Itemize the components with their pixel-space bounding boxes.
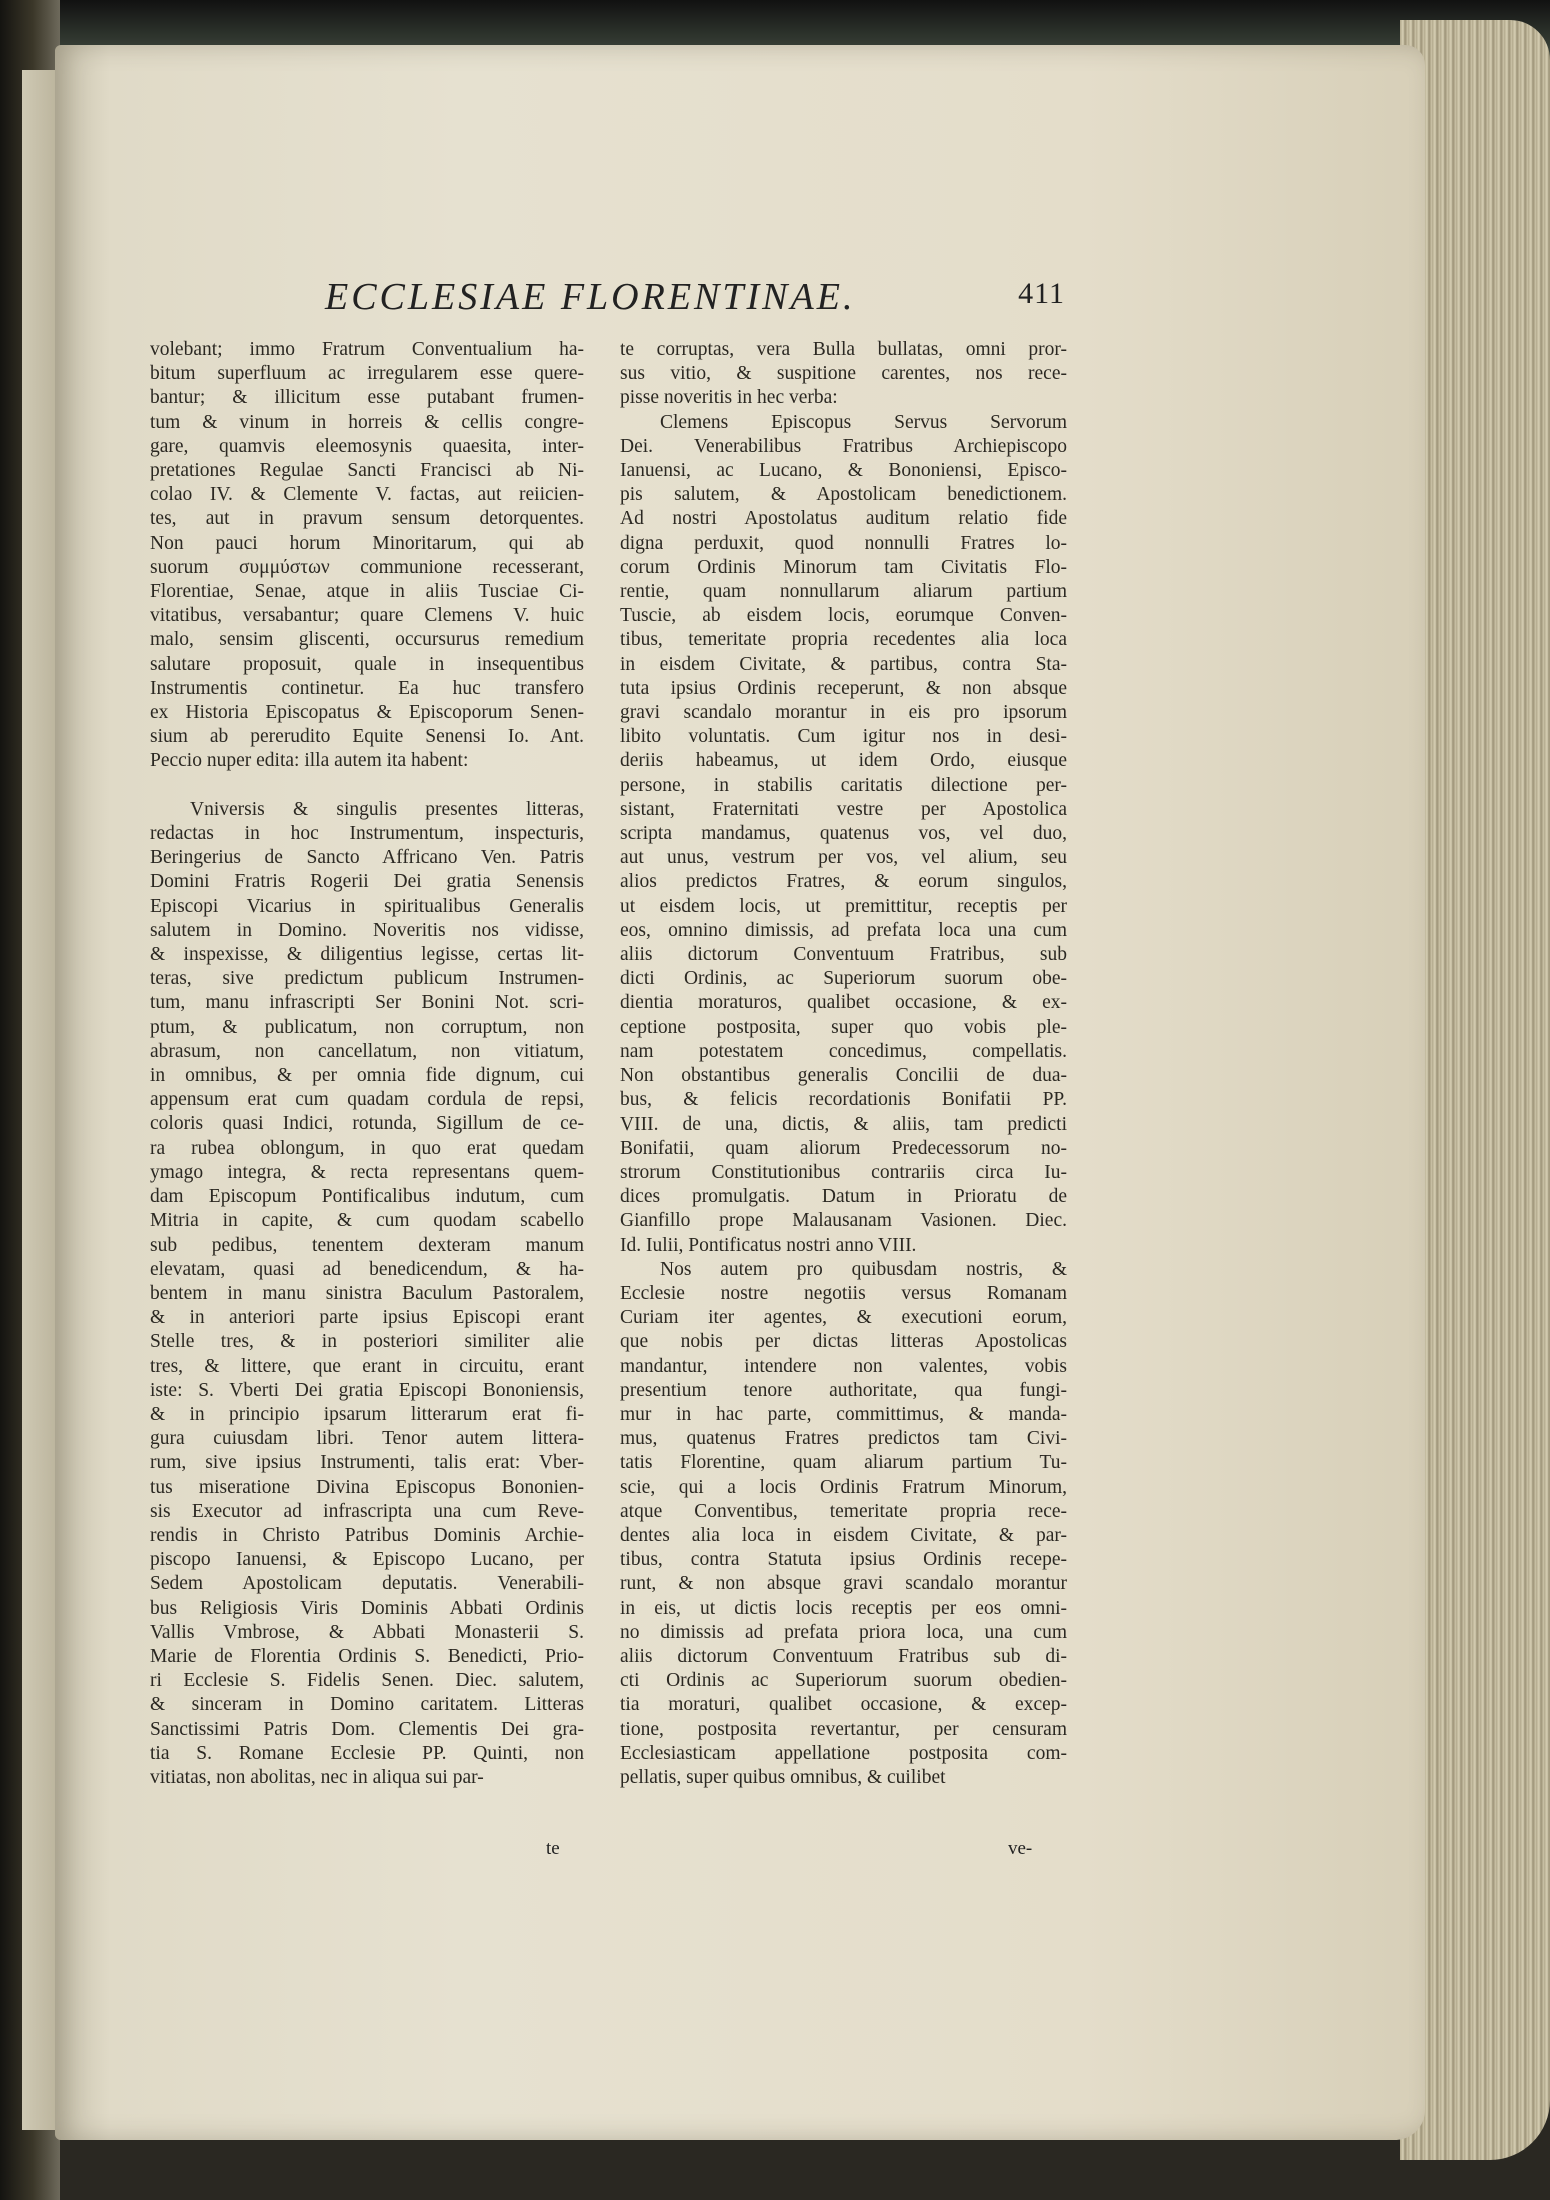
text-line: abrasum, non cancellatum, non vitiatum, <box>150 1040 584 1062</box>
text-line: bus, & felicis recordationis Bonifatii PP. <box>620 1089 1067 1111</box>
text-line: Gianfillo prope Malausanam Vasionen. Diec. <box>620 1210 1067 1232</box>
text-line: te corruptas, vera Bulla bullatas, omni pror- <box>620 339 1067 360</box>
text-column-right <box>620 338 1067 1790</box>
text-line: suorum συμμύστων communione recesserant, <box>150 556 584 578</box>
text-line: vitiatas, non abolitas, nec in aliqua sui par- <box>150 1766 484 1788</box>
text-line: tatis Florentine, quam aliarum partium Tu- <box>620 1452 1067 1474</box>
text-line: in eis, ut dictis locis receptis per eos omni- <box>620 1597 1067 1619</box>
text-line: sus vitio, & suspitione carentes, nos rece- <box>620 363 1067 385</box>
text-line: libito voluntatis. Cum igitur nos in desi- <box>620 726 1067 748</box>
text-line: Sanctissimi Patris Dom. Clementis Dei gra- <box>150 1718 584 1740</box>
text-line: pisse noveritis in hec verba: <box>620 387 838 409</box>
running-header <box>325 275 1065 325</box>
text-line: bentem in manu sinistra Baculum Pastoralem, <box>150 1282 584 1304</box>
catchword-left: te <box>546 1838 560 1859</box>
text-line: digna perduxit, quod nonnulli Fratres lo- <box>620 532 1067 554</box>
text-line: tione, postposita revertantur, per censuram <box>620 1718 1067 1740</box>
text-line: rum, sive ipsius Instrumenti, talis erat: Vber- <box>150 1452 584 1474</box>
text-line: redactas in hoc Instrumentum, inspecturis, <box>150 823 584 845</box>
text-line: ymago integra, & recta representans quem- <box>150 1161 584 1183</box>
text-line: Curiam iter agentes, & executioni eorum, <box>620 1307 1067 1329</box>
text-line: aliis dictorum Conventuum Fratribus sub di- <box>620 1645 1067 1667</box>
text-line: malo, sensim gliscenti, occursurus remedium <box>150 629 584 651</box>
text-line: tum & vinum in horreis & cellis congre- <box>150 411 584 433</box>
text-line: & sinceram in Domino caritatem. Litteras <box>150 1694 584 1716</box>
text-line: ut eisdem locis, ut premittitur, receptis per <box>620 895 1067 917</box>
text-line: tia S. Romane Ecclesie PP. Quinti, non <box>150 1742 584 1764</box>
text-line: rentie, quam nonnullarum aliarum partium <box>620 581 1067 603</box>
text-line: tibus, contra Statuta ipsius Ordinis recepe- <box>620 1549 1067 1571</box>
text-line: Ecclesie nostre negotiis versus Romanam <box>620 1282 1067 1304</box>
text-line: scripta mandamus, quatenus vos, vel duo, <box>620 823 1067 845</box>
text-line: sistant, Fraternitati vestre per Apostolica <box>620 798 1067 820</box>
text-line: bantur; & illicitum esse putabant frumen- <box>150 387 584 409</box>
text-line: atque Conventibus, temeritate propria rece- <box>620 1500 1067 1522</box>
text-line: coloris quasi Indici, rotunda, Sigillum de ce- <box>150 1113 584 1135</box>
text-line: aliis dictorum Conventuum Fratribus, sub <box>620 944 1067 966</box>
text-line: pellatis, super quibus omnibus, & cuilibet <box>620 1766 946 1788</box>
catchword-right: ve- <box>1008 1838 1033 1859</box>
text-line: Episcopi Vicarius in spiritualibus Generalis <box>150 895 584 917</box>
text-line: Marie de Florentia Ordinis S. Benedicti, Prio- <box>150 1645 584 1667</box>
text-line: strorum Constitutionibus contrariis circa Iu- <box>620 1161 1067 1183</box>
text-line: Clemens Episcopus Servus Servorum <box>660 411 1067 433</box>
text-line <box>150 774 584 798</box>
text-line: pis salutem, & Apostolicam benedictionem. <box>620 484 1067 506</box>
text-line: & in principio ipsarum litterarum erat fi- <box>150 1403 584 1425</box>
text-line: Ianuensi, ac Lucano, & Bononiensi, Episco- <box>620 460 1067 482</box>
text-line: dentes alia loca in eisdem Civitate, & par- <box>620 1524 1067 1546</box>
text-line: tus miseratione Divina Episcopus Bononien- <box>150 1476 584 1498</box>
text-line: no dimissis ad prefata priora loca, una cum <box>620 1621 1067 1643</box>
text-column-left <box>150 338 584 1790</box>
text-line: gravi scandalo morantur in eis pro ipsorum <box>620 702 1067 724</box>
text-line: Non pauci horum Minoritarum, qui ab <box>150 532 584 554</box>
text-line: bitum superfluum ac irregularem esse quere- <box>150 363 584 385</box>
text-line: aut unus, vestrum per vos, vel alium, seu <box>620 847 1067 869</box>
text-line: in omnibus, & per omnia fide dignum, cui <box>150 1065 584 1087</box>
text-line: Instrumentis continetur. Ea huc transfero <box>150 677 584 699</box>
text-line: mus, quatenus Fratres predictos tam Civi- <box>620 1428 1067 1450</box>
text-line: mandantur, intendere non valentes, vobis <box>620 1355 1067 1377</box>
text-line: bus Religiosis Viris Dominis Abbati Ordinis <box>150 1597 584 1619</box>
text-line: salutem in Domino. Noveritis nos vidisse, <box>150 919 584 941</box>
text-line: Peccio nuper edita: illa autem ita habent: <box>150 750 469 772</box>
text-line: Sedem Apostolicam deputatis. Venerabili- <box>150 1573 584 1595</box>
text-line: tia moraturi, qualibet occasione, & excep- <box>620 1694 1067 1716</box>
text-line: nam potestatem concedimus, compellatis. <box>620 1040 1067 1062</box>
text-line: volebant; immo Fratrum Conventualium ha- <box>150 339 584 360</box>
text-line: salutare proposuit, quale in insequentibus <box>150 653 584 675</box>
text-line: tuta ipsius Ordinis receperunt, & non absque <box>620 677 1067 699</box>
text-line: eos, omnino dimissis, ad prefata loca una cum <box>620 919 1067 941</box>
text-line: iste: S. Vberti Dei gratia Episcopi Bononiensis, <box>150 1379 584 1401</box>
text-line: tres, & littere, que erant in circuitu, erant <box>150 1355 584 1377</box>
page-number: 411 <box>1018 277 1065 310</box>
text-line: Vniversis & singulis presentes litteras, <box>190 798 584 820</box>
text-line: dicti Ordinis, ac Superiorum suorum obe- <box>620 968 1067 990</box>
text-line: tibus, temeritate propria recedentes alia loca <box>620 629 1067 651</box>
text-line: ri Ecclesie S. Fidelis Senen. Diec. salutem, <box>150 1670 584 1692</box>
text-line: que nobis per dictas litteras Apostolicas <box>620 1331 1067 1353</box>
text-line: appensum erat cum quadam cordula de repsi, <box>150 1089 584 1111</box>
text-line: gare, quamvis eleemosynis quaesita, inter- <box>150 435 584 457</box>
text-line: Ecclesiasticam appellatione postposita com- <box>620 1742 1067 1764</box>
text-line: sium ab pereruditο Equite Senensi Io. Ant. <box>150 726 584 748</box>
text-line: & inspexisse, & diligentius legisse, certas lit- <box>150 944 584 966</box>
text-line: ptum, & publicatum, non corruptum, non <box>150 1016 584 1038</box>
text-line: piscopo Ianuensi, & Episcopo Lucano, per <box>150 1549 584 1571</box>
text-line: colao IV. & Clemente V. factas, aut reiicien- <box>150 484 584 506</box>
text-line: Vallis Vmbrose, & Abbati Monasterii S. <box>150 1621 584 1643</box>
text-line: tum, manu infrascripti Ser Bonini Not. scri- <box>150 992 584 1014</box>
text-line: dices promulgatis. Datum in Prioratu de <box>620 1186 1067 1208</box>
text-line: ceptione postposita, super quo vobis ple- <box>620 1016 1067 1038</box>
text-line: Non obstantibus generalis Concilii de dua- <box>620 1065 1067 1087</box>
text-line: VIII. de una, dictis, & aliis, tam predicti <box>620 1113 1067 1135</box>
text-line: cti Ordinis ac Superiorum suorum obedien- <box>620 1670 1067 1692</box>
text-line: gura cuiusdam libri. Tenor autem littera- <box>150 1428 584 1450</box>
text-line: Beringerius de Sancto Affricano Ven. Patris <box>150 847 584 869</box>
text-line: elevatam, quasi ad benedicendum, & ha- <box>150 1258 584 1280</box>
text-line: pretationes Regulae Sancti Francisci ab Ni- <box>150 460 584 482</box>
text-line: scie, qui a locis Ordinis Fratrum Minorum, <box>620 1476 1067 1498</box>
text-line: presentium tenore authoritate, qua fungi- <box>620 1379 1067 1401</box>
text-line: ra rubea oblongum, in quo erat quedam <box>150 1137 584 1159</box>
text-line: deriis habeamus, ut idem Ordo, eiusque <box>620 750 1067 772</box>
text-line: Id. Iulii, Pontificatus nostri anno VIII. <box>620 1234 917 1256</box>
text-line: ex Historia Episcopatus & Episcoporum Senen- <box>150 702 584 724</box>
text-line: vitatibus, versabantur; quare Clemens V. huic <box>150 605 584 627</box>
text-line: in eisdem Civitate, & partibus, contra Sta- <box>620 653 1067 675</box>
text-line: corum Ordinis Minorum tam Civitatis Flo- <box>620 556 1067 578</box>
text-line: dam Episcopum Pontificalibus indutum, cum <box>150 1186 584 1208</box>
text-line: runt, & non absque gravi scandalo morantur <box>620 1573 1067 1595</box>
text-line: tes, aut in pravum sensum detorquentes. <box>150 508 584 530</box>
text-line: Mitria in capite, & cum quodam scabello <box>150 1210 584 1232</box>
text-line: mur in hac parte, committimus, & manda- <box>620 1403 1067 1425</box>
text-line: Tuscie, ab eisdem locis, eorumque Conven- <box>620 605 1067 627</box>
text-line: & in anteriori parte ipsius Episcopi erant <box>150 1307 584 1329</box>
text-line: Dei. Venerabilibus Fratribus Archiepiscopo <box>620 435 1067 457</box>
text-line: Nos autem pro quibusdam nostris, & <box>660 1258 1067 1280</box>
text-line: sub pedibus, tenentem dexteram manum <box>150 1234 584 1256</box>
text-line: alios predictos Fratres, & eorum singulos, <box>620 871 1067 893</box>
text-line: sis Executor ad infrascripta una cum Reve- <box>150 1500 584 1522</box>
text-line: Florentiae, Senae, atque in aliis Tusciae Ci- <box>150 581 584 603</box>
text-line: persone, in stabilis caritatis dilectione per- <box>620 774 1067 796</box>
text-line: Ad nostri Apostolatus auditum relatio fide <box>620 508 1067 530</box>
text-line: Bonifatii, quam aliorum Predecessorum no- <box>620 1137 1067 1159</box>
text-line: rendis in Christo Patribus Dominis Archie- <box>150 1524 584 1546</box>
text-line: Domini Fratris Rogerii Dei gratia Senensis <box>150 871 584 893</box>
text-line: dientia moraturos, qualibet occasione, & ex- <box>620 992 1067 1014</box>
text-line: teras, sive predictum publicum Instrumen- <box>150 968 584 990</box>
text-line: Stelle tres, & in posteriori similiter alie <box>150 1331 584 1353</box>
running-title: ECCLESIAE FLORENTINAE. <box>325 276 856 318</box>
